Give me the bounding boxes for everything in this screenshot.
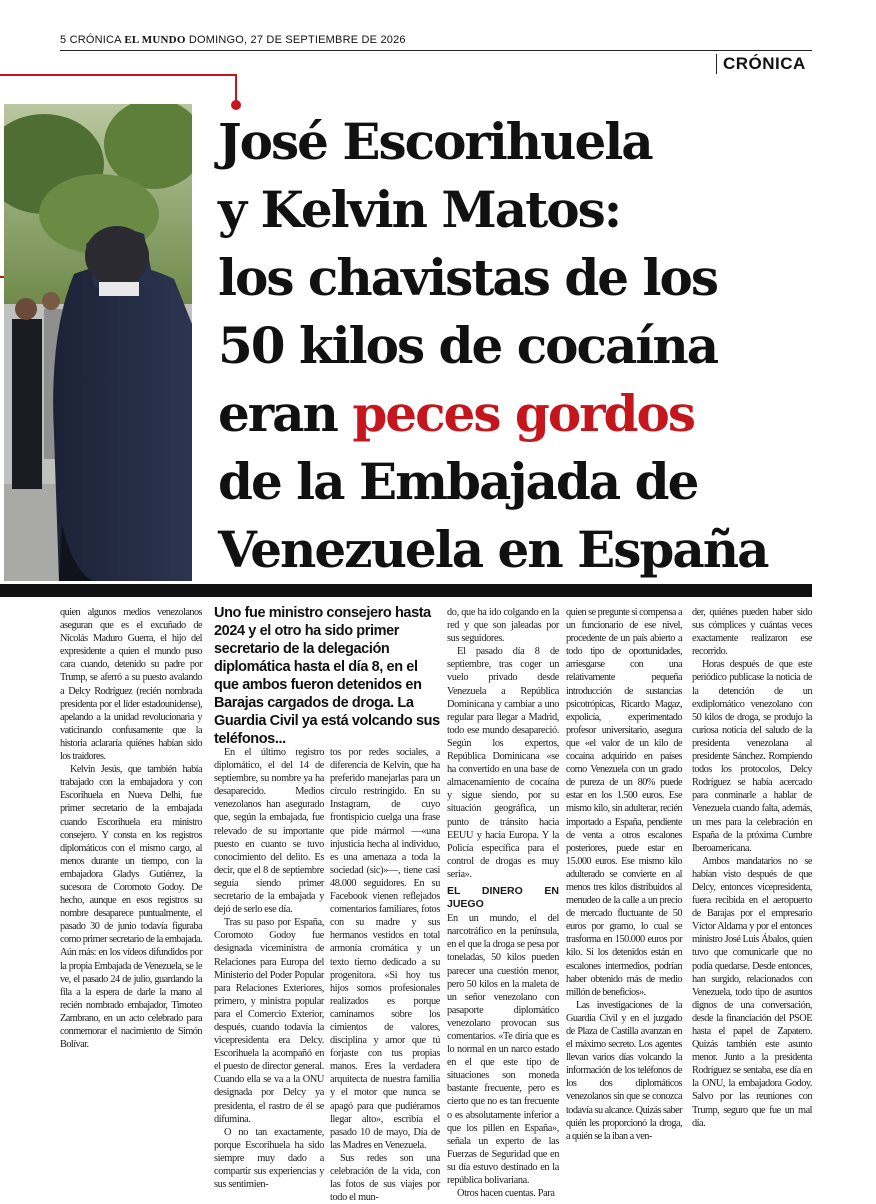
headline-line-1: José Escorihuela	[218, 112, 652, 171]
col4-paragraph-3: En un mundo, el del narcotráfico en la península, en el que la droga se pesa por toneladas, 50 kilos pueden parecer una cuestión menor, pero 50 kilos en la maleta de un señor venezolano con pasaporte diplomático venezolano provocan sus comentarios. «Te diría que es lo normal en un narco estado en el que este tipo de situaciones son moneda bastante frecuente, pero es cierto que no es tan frecuente o es absolutamente inferior a que los pillen en España», señala un experto de las Fuerzas de Seguridad que en su día estuvo destinado en la república bolivariana.	[447, 913, 559, 1187]
col6-paragraph-1: der, quiénes pueden haber sido sus cómplices y cuántas veces exactamente realizaron ese recorrido.	[692, 607, 812, 658]
col6-paragraph-2: Horas después de que este periódico publicase la noticia de la detención de un exdiplomático venezolano con 50 kilos de droga, se produjo la curiosa noticia del saludo de la presidenta venezolana al presidente Sánchez. Rompiendo todos los protocolos, Delcy Rodríguez se había acercado para conminarle a hablar de Venezuela cuando falta, además, un mes para la celebración en España de la próxima Cumbre Iberoamericana.	[692, 659, 812, 854]
section-small: CRÓNICA	[69, 34, 122, 46]
black-divider-band	[0, 584, 812, 597]
page-header	[60, 34, 406, 46]
col4-paragraph-4: Otros hacen cuentas. Para	[457, 1188, 555, 1200]
col1-paragraph-1: quien algunos medios venezolanos aseguran que es el excuñado de Nicolás Maduro Guerra, el hijo del expresidente a quien el mundo puso cara cuando, detenido su padre por Trump, se aferró a su puesto avalando a Delcy Rodríguez (recién nombrada presidenta por el líder estadounidense), apelando a la unidad revolucionaria y vaticinando confusamente que la historia aclararía quiénes habían sido los traidores.	[60, 607, 202, 763]
article-column-6	[692, 606, 812, 1130]
col3-paragraph-2: Sus redes son una celebración de la vida, con las fotos de sus viajes por todo el mun-	[330, 1152, 440, 1204]
col4-paragraph-2: El pasado día 8 de septiembre, tras coger un vuelo privado desde Venezuela a República Dominicana y cambiar a uno regular para llegar a Madrid, todo ese mundo desapareció. Según los expertos, República Dominicana «se ha convertido en una base de almacenamiento de cocaína y sigue siendo, por su situación geográfica, un punto de tránsito hacia EEUU y hacia Europa. Y la Policía específica para el control de drogas es muy seria».	[447, 646, 559, 880]
col1-paragraph-2: Kelvin Jesús, que también había trabajado con la embajadora y con Escorihuela en Nueva Delhi, fue primer secretario de la embajada cuando Escorihuela era ministro consejero. Y consta en los registros diplomáticos con el mismo cargo, al menos durante un tiempo, con la embajadora Gladys Gutiérrez, la sucesora de Coromoto Godoy. De hecho, aunque en esos registros su nombre desaparece puntualmente, el pasado 30 de junio todavía figuraba como primer secretario de la embajada. Aún más: en los vídeos difundidos por la propia Embajada de Venezuela, se le ve, el pasado 24 de julio, guardando la fila a la espera de darle la mano al recién nombrado embajador, Timoteo Zambrano, en un acto celebrado para conmemorar el nacimiento de Simón Bolívar.	[60, 764, 202, 1051]
col6-paragraph-3: Ambos mandatarios no se habían visto después de que Delcy, entonces vicepresidenta, fuera recibida en el aeropuerto de Barajas por el empresario Víctor Aldama y por el entonces ministro José Luis Ábalos, quien tuvo que comunicarle que no podía quedarse. Desde entonces, han surgido, relacionados con Venezuela, todo tipo de asuntos dignos de una conversación, desde la financiación del PSOE hasta el papel de Zapatero. Quizás también este asunto menor. Junto a la presidenta Rodríguez se sentaba, ese día en la ONU, la embajadora Godoy. Salvo por las reuniones con Trump, seguro que fue un mal día.	[692, 855, 812, 1129]
article-column-5	[566, 606, 682, 1143]
headline-line-4: 50 kilos de cocaína	[218, 316, 718, 375]
article-column-4	[447, 606, 559, 1200]
headline-line-2: y Kelvin Matos:	[218, 180, 621, 239]
subhead: Uno fue ministro consejero hasta 2024 y el otro ha sido primer secretario de la delegación diplomática hasta el día 8, en el que ambos fueron detenidos en Barajas cargados de droga. La Guardia Civil ya está volcando sus teléfonos...	[214, 605, 440, 747]
col2-paragraph-2: Tras su paso por España, Coromoto Godoy fue designada viceministra de Relaciones para Europa del Ministerio del Poder Popular para Relaciones Exteriores, primero, y ministra popular para el Comercio Exterior, después, cuando todavía la vicepresidenta era Delcy. Escorihuela la acompañó en el puesto de director general. Cuando ella se va a la ONU designada por Delcy ya presidenta, el rastro de él se difumina.	[214, 917, 324, 1125]
section-tag: CRÓNICA	[716, 54, 806, 74]
photo-illustration	[4, 104, 192, 581]
col2-paragraph-1: En el último registro diplomático, el del 14 de septiembre, su nombre ya ha desaparecido. Medios venezolanos han asegurado que, según la embajada, fue relevado de su importante puesto en cuanto se tuvo conocimiento del delito. Es decir, que el 8 de septiembre seguía siendo primer secretario de la embajada y dejó de serlo ese día.	[214, 747, 324, 916]
publication-date: DOMINGO, 27 DE SEPTIEMBRE DE 2026	[188, 34, 406, 46]
col5-paragraph-2: Las investigaciones de la Guardia Civil y en el juzgado de Plaza de Castilla avanzan en el máximo secreto. Los agentes llevan varios días volcando la información de los teléfonos de los dos diplomáticos venezolanos sin que se conozca todavía su alcance. Quizás saber quién les proporcionó la droga, a quién se la iban a ven-	[566, 999, 682, 1142]
page-number: 5	[60, 34, 67, 46]
col5-paragraph-1: quien se pregunte si compensa a un funcionario de ese nivel, procedente de un país abierto a todo tipo de oportunidades, arriesgarse con una relativamente pequeña introducción de sustancias psicotrópicas, Ricardo Magaz, expolicía, experimentado profesor universitario, asegura que «el valor de un kilo de cocaína adquirido en países como Venezuela con un grado de pureza de un 80% puede estar en los 1.500 euros. Ese mismo kilo, sin adulterar, recién importado a España, pendiente de venta a otros escalones posteriores, puede estar en 15.000 euros. Ese mismo kilo adulterado se convierte en al menos tres kilos distribuidos al menudeo de la calle a un precio de mercado fluctuante de 50 euros por gramo, lo cual se trasforma en 150.000 euros por kilo. Si los detenidos están en escalones intermedios, podrían haber obtenido más de medio millón de beneficios».	[566, 607, 682, 998]
headline-line-7: Venezuela en España	[218, 520, 768, 579]
headline-line-6: de la Embajada de	[218, 452, 698, 511]
col4-paragraph-1: do, que ha ido colgando en la red y que son jaleadas por sus seguidores.	[447, 607, 559, 645]
article-column-3	[330, 746, 440, 1204]
col2-paragraph-3: O no tan exactamente, porque Escorihuela ha sido siempre muy dado a compartir sus experiencias y sus sentimien-	[214, 1126, 324, 1191]
red-frame-top	[0, 74, 236, 76]
headline	[218, 108, 818, 584]
news-photo	[4, 104, 192, 581]
article-column-2	[214, 746, 324, 1191]
article-column-1	[60, 606, 202, 1051]
headline-line-5a: eran	[218, 384, 353, 443]
col3-paragraph-1: tos por redes sociales, a diferencia de Kelvin, que ha preferido manejarlas para un círculo restringido. En su Instagram, de cuyo frontispicio cuelga una frase que pide mármol —«una injusticia hecha al individuo, es una amenaza a toda la sociedad (sic)»—, tiene casi 48.000 seguidores. En su Facebook vienen reflejados comentarios familiares, fotos con su madre y sus hermanos vestidos en total armonía cromática y un texto tierno dedicado a su progenitora. «Si hoy tus hijos somos profesionales realizados es porque caminamos sobre los cimientos de valores, disciplina y amor que tú forjaste con tus propias manos. Eres la verdadera arquitecta de nuestra familia y el motor que nunca se apagó para que pudiéramos llegar alto», escribía el pasado 10 de mayo, Día de las Madres en Venezuela.	[330, 747, 440, 1151]
headline-highlight: peces gordos	[352, 384, 695, 443]
headline-line-3: los chavistas de los	[218, 248, 718, 307]
header-rule	[60, 50, 812, 51]
newspaper-brand: EL MUNDO	[124, 34, 186, 46]
col4-subtitle: EL DINERO EN JUEGO	[447, 884, 559, 911]
